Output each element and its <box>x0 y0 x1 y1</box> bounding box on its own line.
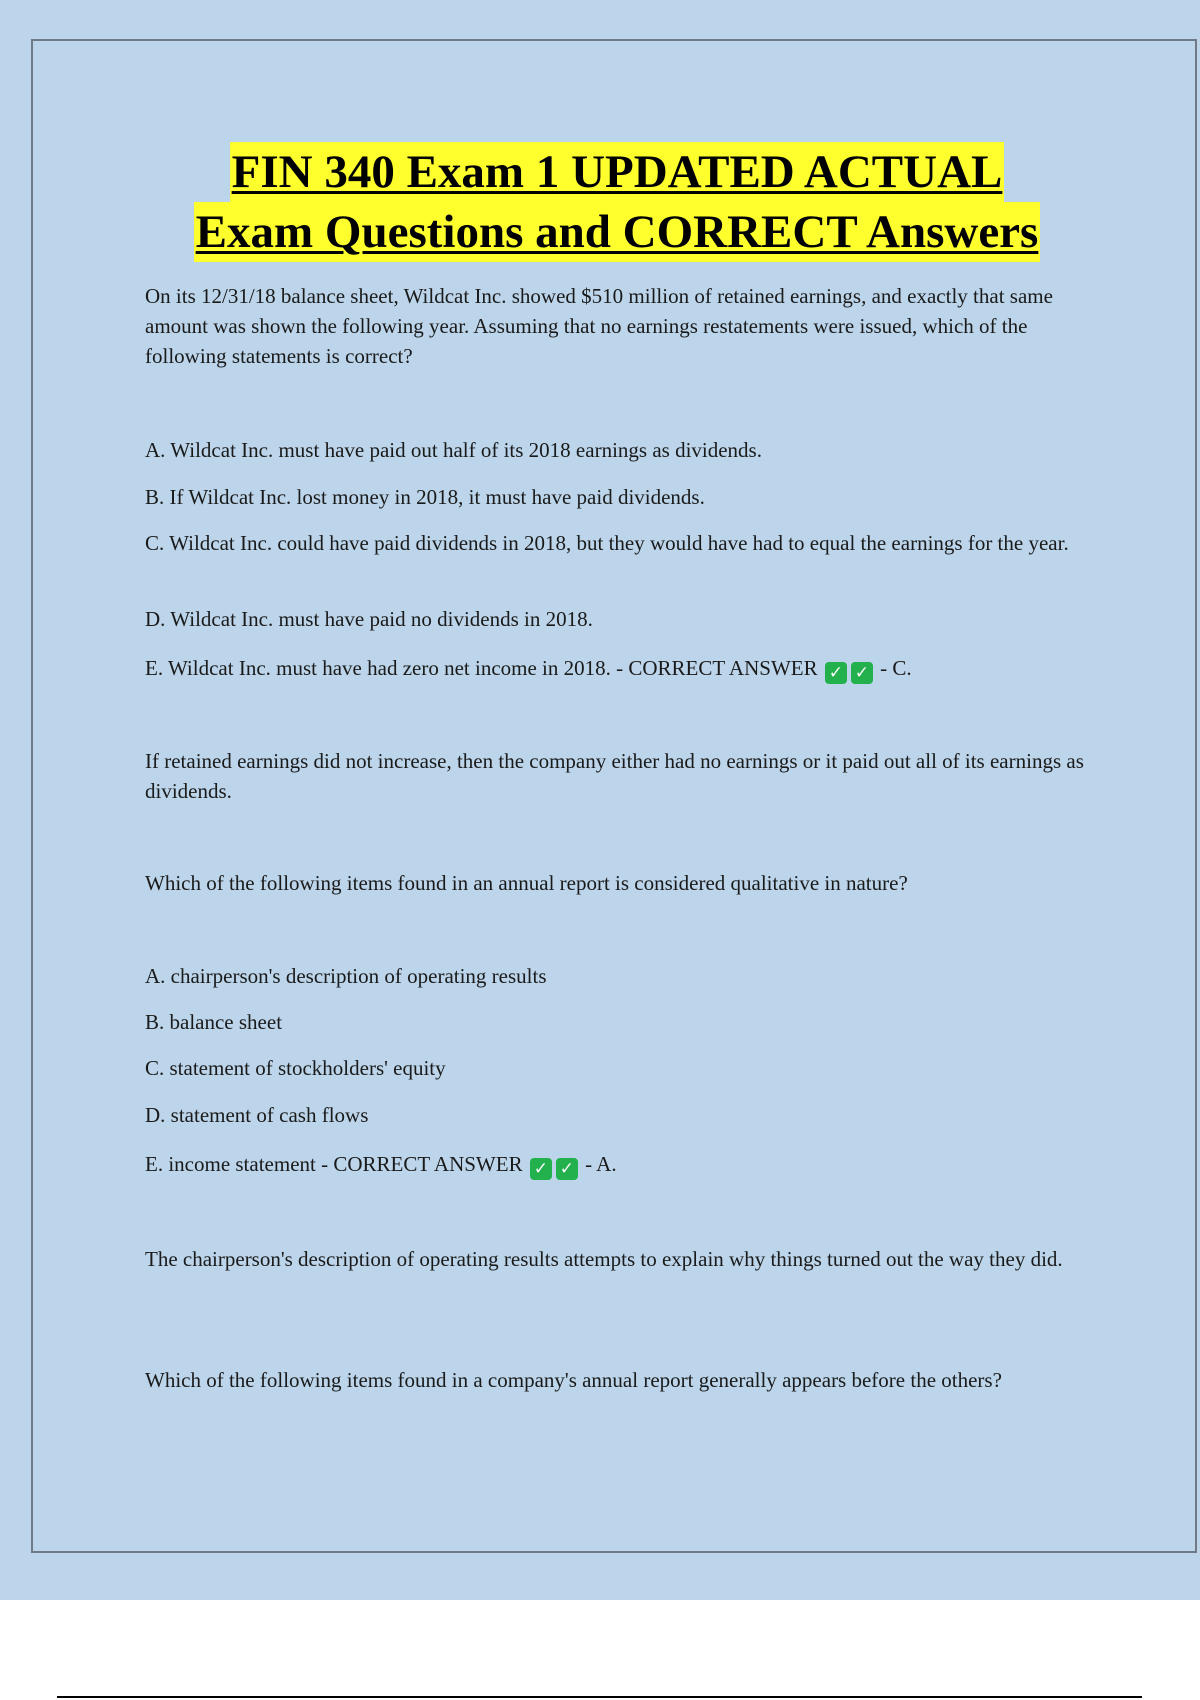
footer-divider <box>57 1696 1142 1698</box>
q3-stem: Which of the following items found in a company's annual report generally appears before the others? <box>145 1368 1002 1392</box>
check-mark-icon: ✓ <box>530 1158 552 1180</box>
q2-answer-line <box>145 1149 1095 1180</box>
q2-stem: Which of the following items found in an annual report is considered qualitative in nature? <box>145 871 908 895</box>
q1-explanation: If retained earnings did not increase, then the company either had no earnings or it paid out all of its earnings as dividends. <box>145 749 1084 803</box>
q1-option: A. Wildcat Inc. must have paid out half of its 2018 earnings as dividends. <box>145 438 762 462</box>
check-mark-icon: ✓ <box>825 662 847 684</box>
q1-option: D. Wildcat Inc. must have paid no dividends in 2018. <box>145 607 593 631</box>
q2-option: A. chairperson's description of operating results <box>145 964 547 988</box>
title-line-1: FIN 340 Exam 1 UPDATED ACTUAL <box>230 142 1005 202</box>
q2-option: D. statement of cash flows <box>145 1103 369 1127</box>
q1-option: B. If Wildcat Inc. lost money in 2018, it must have paid dividends. <box>145 485 705 509</box>
title-line-2: Exam Questions and CORRECT Answers <box>194 202 1041 262</box>
check-mark-icon: ✓ <box>556 1158 578 1180</box>
q2-option: B. balance sheet <box>145 1010 283 1034</box>
page-title <box>0 142 1200 262</box>
check-mark-icon: ✓ <box>851 662 873 684</box>
q2-last-option: E. income statement - CORRECT ANSWER <box>145 1152 523 1176</box>
q1-option: C. Wildcat Inc. could have paid dividends in 2018, but they would have had to equal the earnings for the year. <box>145 531 1069 555</box>
q1-stem: On its 12/31/18 balance sheet, Wildcat Inc. showed $510 million of retained earnings, and exactly that same amount was shown the following year. Assuming that no earnings restatements were issued, which of the following statements is correct? <box>145 284 1053 368</box>
q1-answer-line <box>145 653 1095 684</box>
q1-last-option: E. Wildcat Inc. must have had zero net income in 2018. - CORRECT ANSWER <box>145 656 818 680</box>
q2-answer-letter: - A. <box>585 1152 617 1176</box>
q1-answer-letter: - C. <box>880 656 912 680</box>
q2-option: C. statement of stockholders' equity <box>145 1056 446 1080</box>
q2-explanation: The chairperson's description of operating results attempts to explain why things turned out the way they did. <box>145 1247 1063 1271</box>
